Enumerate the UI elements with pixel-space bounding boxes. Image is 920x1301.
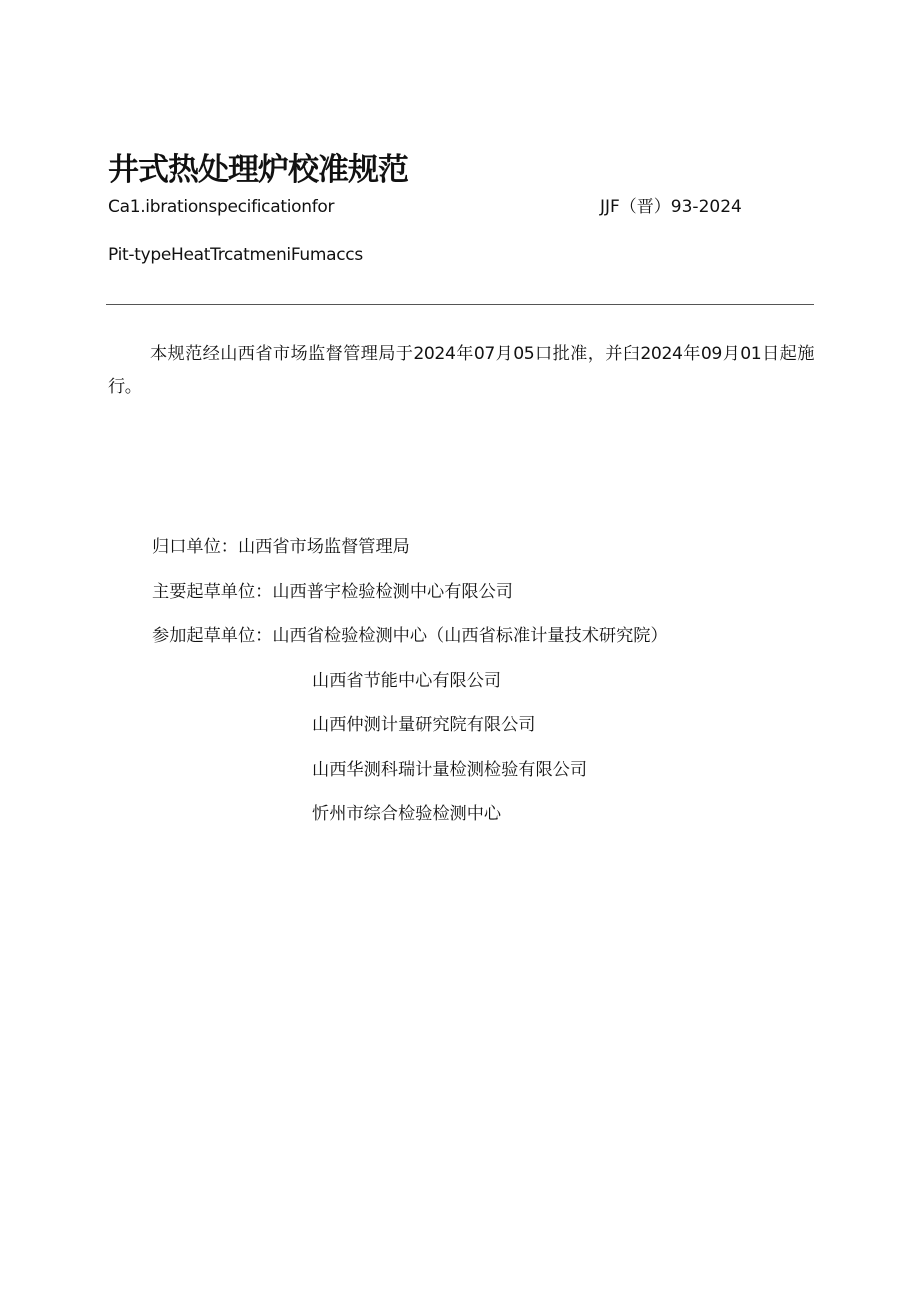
participating-drafting-units: 参加起草单位：山西省检验检测中心（山西省标准计量技术研究院） — [152, 626, 668, 646]
header-divider — [106, 304, 814, 305]
english-title-line-1: Ca1.ibrationspecificationfor — [108, 197, 335, 217]
participating-unit-1: 山西省节能中心有限公司 — [312, 671, 502, 691]
document-title: 井式热处理炉校准规范 — [108, 151, 408, 188]
standard-code: JJF（晋）93-2024 — [600, 197, 742, 217]
english-title-line-2: Pit-typeHeatTrcatmeniFumaccs — [108, 245, 363, 265]
participating-unit-4: 忻州市综合检验检测中心 — [312, 804, 502, 824]
approval-statement: 本规范经山西省市场监督管理局于2024年07月05口批准，并臼2024年09月01日起施行。 — [108, 344, 814, 398]
participating-unit-2: 山西仲测计量研究院有限公司 — [312, 715, 536, 735]
participating-unit-3: 山西华测科瑞计量检测检验有限公司 — [312, 760, 588, 780]
centralized-unit: 归口单位：山西省市场监督管理局 — [152, 537, 410, 557]
main-drafting-unit: 主要起草单位：山西普宇检验检测中心有限公司 — [152, 582, 513, 602]
